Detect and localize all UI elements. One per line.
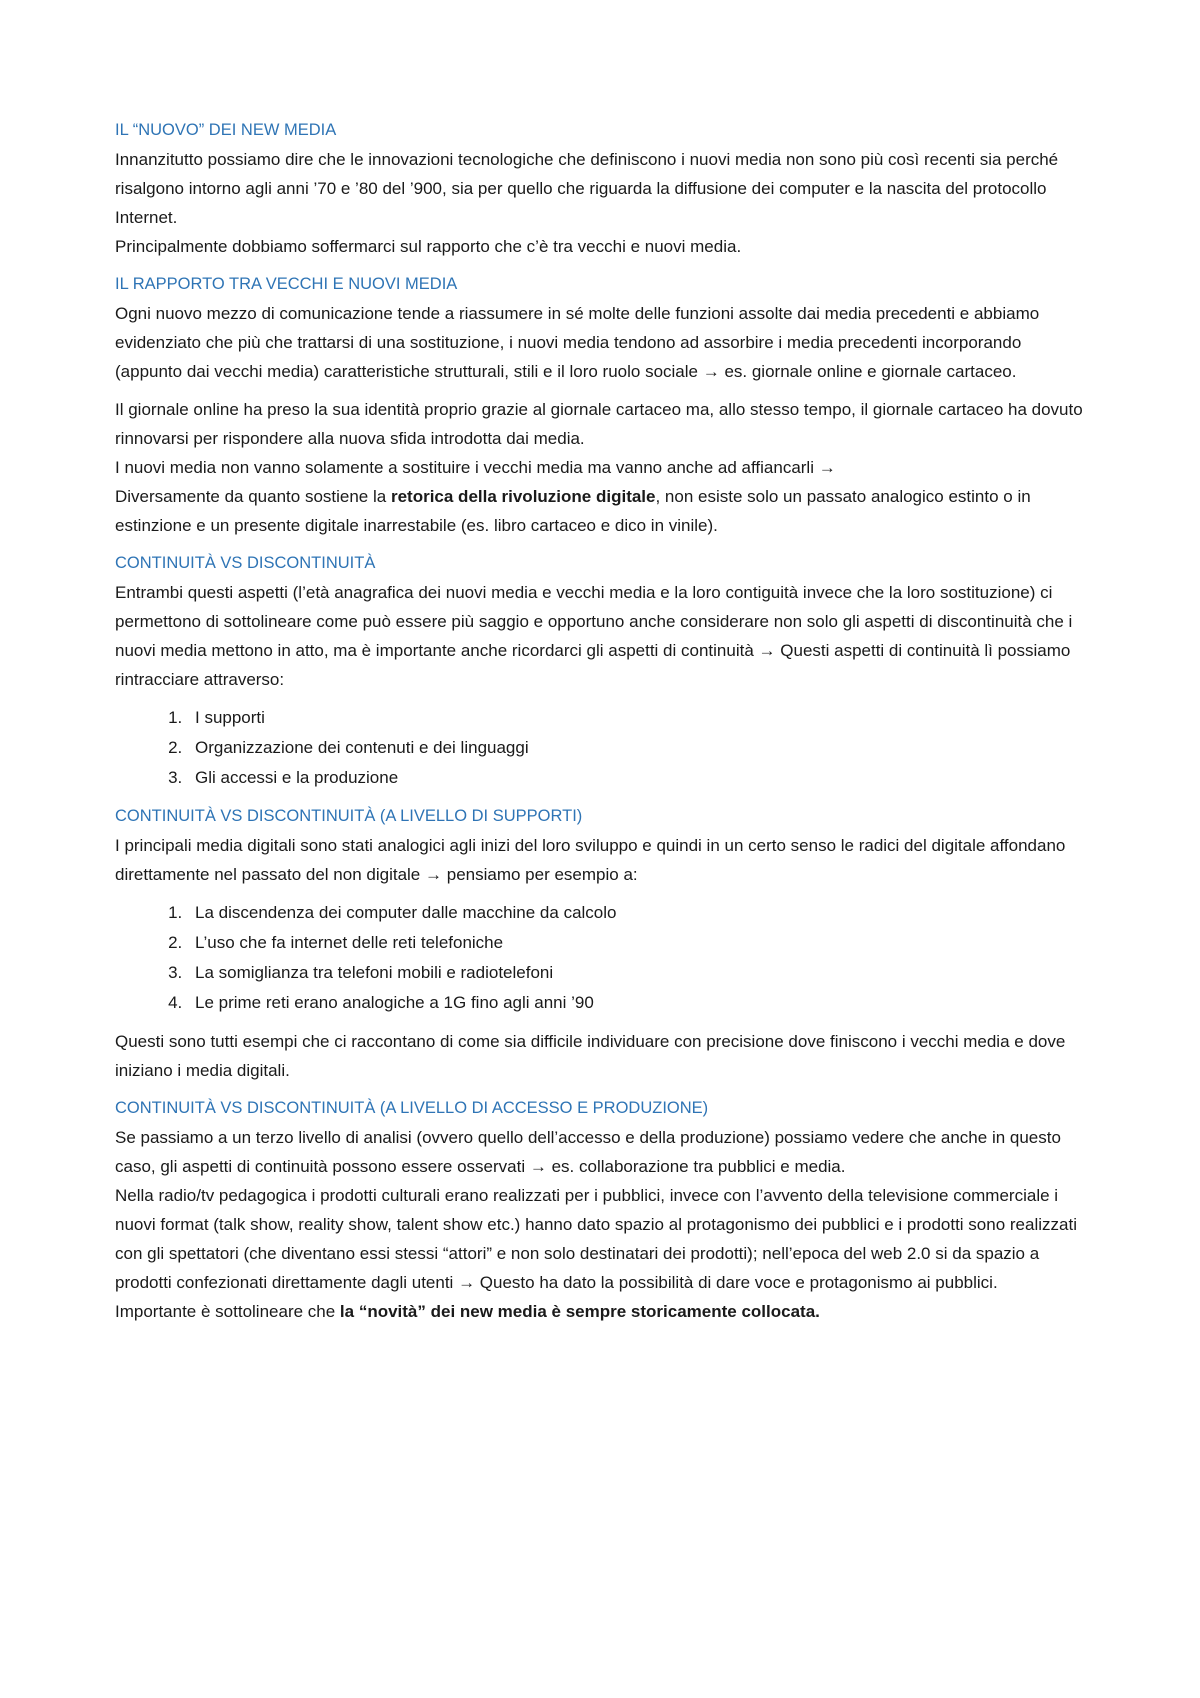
list-item: 1. I supporti <box>187 703 1090 733</box>
paragraph-text: Ogni nuovo mezzo di comunicazione tende a riassumere in sé molte delle funzioni assolte dai media precedenti e abbiamo evidenziato che più che trattarsi di una sostituzione, i nuovi media tendono ad assorbire i media precedenti incorporando (appunto dai vecchi media) caratteristiche strutturali, stili e il loro ruolo sociale <box>115 304 1040 381</box>
paragraph <box>115 299 1090 386</box>
bold-text: la “novità” dei new media è sempre storicamente collocata. <box>339 1302 820 1321</box>
list-item: 3. La somiglianza tra telefoni mobili e radiotelefoni <box>187 958 1090 988</box>
paragraph-text: pensiamo per esempio a: <box>446 865 638 884</box>
paragraph-text: es. collaborazione tra pubblici e media. <box>551 1157 846 1176</box>
paragraph <box>115 1123 1090 1181</box>
list-item: 1. La discendenza dei computer dalle macchine da calcolo <box>187 898 1090 928</box>
paragraph: Innanzitutto possiamo dire che le innovazioni tecnologiche che definiscono i nuovi media non sono più così recenti sia perché risalgono intorno agli anni ’70 e ’80 del ’900, sia per quello che riguarda la diffusione dei computer e la nascita del protocollo Internet. <box>115 150 1059 227</box>
list-item: 2. Organizzazione dei contenuti e dei linguaggi <box>187 733 1090 763</box>
section-heading: CONTINUITÀ VS DISCONTINUITÀ (A LIVELLO DI ACCESSO E PRODUZIONE) <box>115 1099 709 1117</box>
paragraph <box>115 453 1090 482</box>
paragraph-text: I nuovi media non vanno solamente a sostituire i vecchi media ma vanno anche ad affiancarli <box>115 458 814 477</box>
paragraph-text: Nella radio/tv pedagogica i prodotti culturali erano realizzati per i pubblici, invece con l’avvento della televisione commerciale i nuovi format (talk show, reality show, talent show etc.) hanno dato spazio al protagonismo dei pubblici e i prodotti sono realizzati con gli spettatori (che diventano essi stessi “attori” e non solo destinatari dei prodotti); nell’epoca del web 2.0 si da spazio a prodotti confezionati direttamente dagli utenti <box>115 1186 1077 1292</box>
paragraph: Il giornale online ha preso la sua identità proprio grazie al giornale cartaceo ma, allo stesso tempo, il giornale cartaceo ha dovuto rinnovarsi per rispondere alla nuova sfida introdotta dai media. <box>115 400 1083 448</box>
paragraph <box>115 482 1090 540</box>
bold-text: retorica della rivoluzione digitale <box>390 487 656 506</box>
numbered-list <box>115 703 1090 793</box>
right-arrow-icon: → <box>458 1273 476 1292</box>
paragraph-text: Importante è sottolineare che <box>115 1302 336 1321</box>
numbered-list <box>115 898 1090 1018</box>
paragraph <box>115 578 1090 694</box>
paragraph <box>115 1297 1090 1326</box>
list-item: 2. L’uso che fa internet delle reti telefoniche <box>187 928 1090 958</box>
right-arrow-icon: → <box>425 865 442 884</box>
paragraph-text: Questi aspetti di continuità lì possiamo rintracciare attraverso: <box>115 641 1071 689</box>
list-item: 3. Gli accessi e la produzione <box>187 763 1090 793</box>
paragraph-text: Questo ha dato la possibilità di dare voce e protagonismo ai pubblici. <box>479 1273 998 1292</box>
right-arrow-icon: → <box>702 362 720 381</box>
section-heading: IL RAPPORTO TRA VECCHI E NUOVI MEDIA <box>115 275 458 293</box>
list-item: 4. Le prime reti erano analogiche a 1G fino agli anni ’90 <box>187 988 1090 1018</box>
paragraph-text: Entrambi questi aspetti (l’età anagrafica dei nuovi media e vecchi media e la loro contiguità invece che la loro sostituzione) ci permettono di sottolineare come può essere più saggio e opportuno anche considerare non solo gli aspetti di discontinuità che i nuovi media mettono in atto, ma è importante anche ricordarci gli aspetti di continuità <box>115 583 1073 660</box>
paragraph <box>115 831 1090 889</box>
paragraph-text: es. giornale online e giornale cartaceo. <box>724 362 1017 381</box>
paragraph <box>115 1181 1090 1297</box>
right-arrow-icon: → <box>529 1157 547 1176</box>
paragraph: Principalmente dobbiamo soffermarci sul rapporto che c’è tra vecchi e nuovi media. <box>115 237 742 256</box>
right-arrow-icon: → <box>758 641 776 660</box>
section-heading: CONTINUITÀ VS DISCONTINUITÀ (A LIVELLO DI SUPPORTI) <box>115 807 583 825</box>
paragraph-text: Diversamente da quanto sostiene la <box>115 487 387 506</box>
section-heading: IL “NUOVO” DEI NEW MEDIA <box>115 121 337 139</box>
paragraph: Questi sono tutti esempi che ci raccontano di come sia difficile individuare con precisione dove finiscono i vecchi media e dove iniziano i media digitali. <box>115 1032 1066 1080</box>
paragraph-text: Se passiamo a un terzo livello di analisi (ovvero quello dell’accesso e della produzione) possiamo vedere che anche in questo caso, gli aspetti di continuità possono essere osservati <box>115 1128 1061 1176</box>
paragraph-text: I principali media digitali sono stati analogici agli inizi del loro sviluppo e quindi in un certo senso le radici del digitale affondano direttamente nel passato del non digitale <box>115 836 1066 884</box>
right-arrow-icon: → <box>818 458 836 477</box>
document-page <box>115 116 1090 1326</box>
section-heading: CONTINUITÀ VS DISCONTINUITÀ <box>115 554 376 572</box>
paragraph-text: , non esiste solo un passato analogico estinto o in estinzione e un presente digitale inarrestabile (es. libro cartaceo e dico in vinile). <box>115 487 1031 535</box>
